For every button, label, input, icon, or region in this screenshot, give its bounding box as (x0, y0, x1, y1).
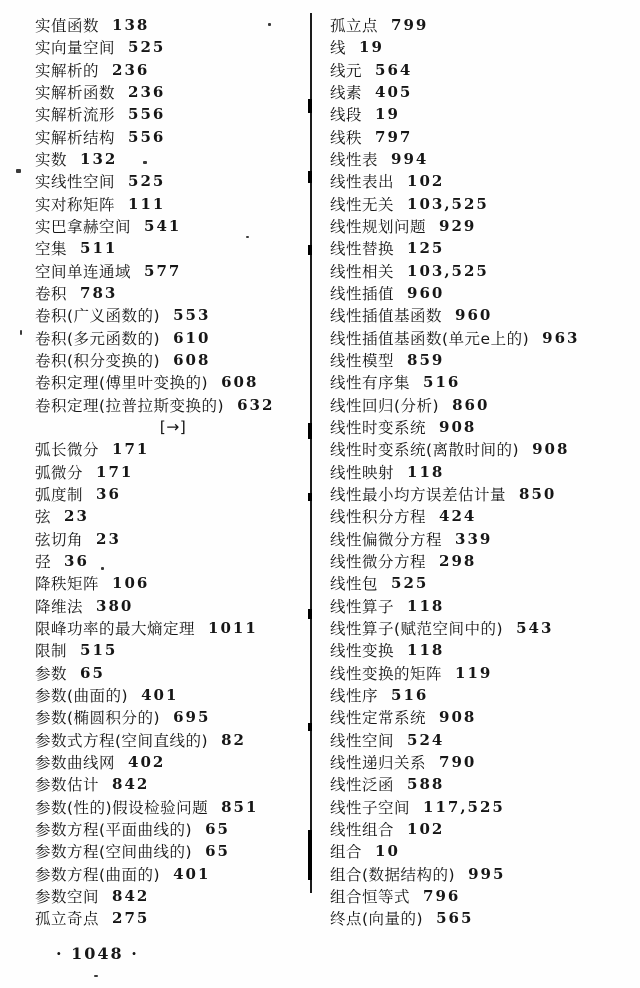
entry-page-number: 525 (391, 574, 429, 593)
entry-page-number: 119 (455, 663, 493, 682)
entry-term: [→] (159, 418, 187, 437)
entry-page-number: 610 (173, 328, 211, 347)
entry-term: 线性递归关系 (330, 753, 427, 772)
entry-term: 线性最小均方误差估计量 (330, 486, 507, 505)
entry-term: 线性表出 (330, 173, 395, 192)
index-entry (330, 505, 638, 527)
entry-page-number: 842 (112, 775, 150, 794)
entry-term: 卷积定理(拉普拉斯变换的) (35, 396, 225, 415)
entry-page-number: 65 (205, 842, 230, 861)
index-entry (330, 193, 638, 215)
index-entry (35, 483, 311, 505)
index-entry (35, 751, 311, 773)
entry-page-number: 516 (423, 373, 461, 392)
entry-page-number: 401 (141, 686, 179, 704)
entry-term: 实巴拿赫空间 (35, 218, 132, 237)
entry-term: 线性替换 (330, 240, 395, 259)
index-entry (330, 528, 638, 550)
scan-speck (16, 169, 21, 173)
entry-term: 线性子空间 (330, 798, 411, 817)
entry-page-number: 102 (407, 172, 445, 191)
entry-page-number: 125 (407, 239, 445, 258)
entry-page-number: 111 (128, 194, 166, 213)
index-entry (330, 394, 638, 416)
index-column-left (35, 14, 311, 929)
entry-page-number: 402 (128, 752, 166, 771)
entry-page-number: 908 (439, 708, 477, 727)
entry-page-number: 65 (80, 663, 105, 682)
entry-page-number: 82 (221, 730, 246, 749)
entry-term: 线性偏微分方程 (330, 530, 443, 549)
index-entry (330, 684, 638, 706)
entry-page-number: 588 (407, 775, 445, 794)
entry-page-number: 298 (439, 552, 477, 571)
index-entry (330, 416, 638, 438)
entry-term: 线性回归(分析) (330, 396, 440, 415)
entry-term: 实值函数 (35, 17, 100, 36)
index-entry (330, 170, 638, 192)
index-entry (35, 528, 311, 550)
index-entry (330, 304, 638, 326)
entry-page-number: 960 (455, 306, 493, 325)
entry-page-number: 929 (439, 217, 477, 236)
entry-term: 线性插值 (330, 285, 395, 304)
entry-page-number: 65 (205, 819, 230, 838)
entry-page-number: 36 (96, 485, 121, 504)
entry-term: 线性表 (330, 151, 379, 170)
index-entry (330, 327, 638, 349)
entry-page-number: 405 (375, 83, 413, 102)
index-entry (35, 862, 311, 884)
entry-term: 线性映射 (330, 463, 395, 482)
entry-page-number: 632 (237, 395, 275, 414)
entry-term: 弧长微分 (35, 441, 100, 460)
divider-ink-blob (308, 99, 312, 113)
index-entry (330, 461, 638, 483)
entry-page-number: 541 (144, 217, 182, 236)
entry-page-number: 577 (144, 261, 182, 280)
index-entry (35, 103, 311, 125)
divider-ink-blob (308, 423, 312, 439)
entry-term: 参数(曲面的) (35, 687, 129, 705)
entry-term: 卷积定理(傅里叶变换的) (35, 374, 209, 393)
entry-page-number: 138 (112, 16, 150, 35)
entry-term: 线段 (330, 106, 363, 125)
entry-term: 参数方程(曲面的) (35, 865, 161, 884)
entry-term: 参数 (35, 664, 68, 683)
entry-page-number: 995 (468, 864, 506, 883)
index-entry (35, 394, 311, 416)
index-entry (330, 148, 638, 170)
entry-page-number: 850 (519, 485, 557, 504)
entry-term: 线性泛函 (330, 776, 395, 795)
entry-term: 参数方程(平面曲线的) (35, 820, 193, 839)
entry-page-number: 994 (391, 150, 429, 169)
index-entry (35, 840, 311, 862)
entry-term: 弪 (35, 553, 52, 572)
entry-page-number: 117,525 (423, 797, 505, 816)
entry-term: 空集 (35, 240, 68, 259)
entry-term: 线性序 (330, 687, 379, 705)
index-entry (330, 483, 638, 505)
index-entry (35, 237, 311, 259)
entry-term: 实解析函数 (35, 84, 116, 103)
column-divider-rule (310, 13, 312, 893)
divider-ink-blob (308, 171, 312, 183)
entry-term: 实解析结构 (35, 128, 116, 147)
entry-page-number: 275 (112, 909, 150, 928)
index-entry (330, 885, 638, 907)
entry-page-number: 132 (80, 150, 118, 169)
entry-page-number: 103,525 (407, 194, 489, 213)
index-entry (330, 438, 638, 460)
index-entry (330, 572, 638, 594)
entry-page-number: 859 (407, 351, 445, 370)
scan-speck (246, 236, 249, 238)
index-entry (35, 349, 311, 371)
entry-term: 弧度制 (35, 486, 84, 505)
entry-term: 线性模型 (330, 352, 395, 371)
entry-term: 孤立点 (330, 17, 379, 36)
entry-term: 降秩矩阵 (35, 575, 100, 594)
entry-page-number: 556 (128, 105, 166, 124)
entry-page-number: 908 (439, 418, 477, 437)
entry-page-number: 23 (96, 529, 121, 548)
divider-ink-blob (308, 493, 312, 501)
index-entry (330, 818, 638, 840)
index-entry (35, 327, 311, 349)
entry-page-number: 608 (173, 351, 211, 370)
continuation-marker (35, 416, 311, 438)
entry-page-number: 380 (96, 596, 134, 615)
entry-page-number: 524 (407, 730, 445, 749)
index-entry (35, 773, 311, 795)
entry-page-number: 103,525 (407, 261, 489, 280)
index-entry (35, 193, 311, 215)
entry-term: 参数方程(空间曲线的) (35, 843, 193, 862)
entry-term: 线性相关 (330, 262, 395, 281)
index-entry (35, 148, 311, 170)
divider-ink-blob (308, 609, 312, 619)
entry-term: 线性变换的矩阵 (330, 664, 443, 683)
entry-term: 线性组合 (330, 820, 395, 839)
index-entry (35, 505, 311, 527)
entry-page-number: 118 (407, 596, 445, 615)
index-entry (35, 684, 311, 706)
scan-speck (143, 161, 147, 164)
entry-term: 终点(向量的) (330, 910, 424, 929)
index-entry (330, 14, 638, 36)
entry-term: 实向量空间 (35, 39, 116, 58)
index-column-right (330, 14, 638, 929)
index-entry (330, 773, 638, 795)
entry-term: 线性算子 (330, 597, 395, 616)
index-entry (330, 215, 638, 237)
index-entry (330, 751, 638, 773)
index-entry (330, 282, 638, 304)
index-entry (330, 349, 638, 371)
entry-term: 限峰功率的最大熵定理 (35, 620, 196, 639)
entry-term: 组合(数据结构的) (330, 865, 456, 884)
entry-page-number: 553 (173, 306, 211, 325)
index-entry (35, 595, 311, 617)
entry-term: 线素 (330, 84, 363, 103)
index-entry (330, 371, 638, 393)
entry-term: 线性定常系统 (330, 709, 427, 728)
entry-page-number: 23 (64, 507, 89, 526)
index-entry (35, 550, 311, 572)
entry-term: 组合恒等式 (330, 887, 411, 906)
entry-term: 线性有序集 (330, 374, 411, 393)
entry-term: 线性时变系统 (330, 419, 427, 438)
entry-term: 弦 (35, 508, 52, 527)
entry-page-number: 960 (407, 284, 445, 303)
entry-term: 实数 (35, 151, 68, 170)
entry-page-number: 236 (128, 83, 166, 102)
entry-page-number: 842 (112, 886, 150, 905)
entry-page-number: 908 (532, 440, 570, 459)
entry-page-number: 10 (375, 842, 400, 861)
entry-term: 参数(椭圆积分的) (35, 709, 161, 728)
entry-term: 线秩 (330, 128, 363, 147)
entry-page-number: 118 (407, 641, 445, 660)
entry-term: 线性包 (330, 575, 379, 594)
index-entry (330, 840, 638, 862)
index-entry (35, 818, 311, 840)
entry-term: 空间单连通域 (35, 262, 132, 281)
entry-term: 参数(性的)假设检验问题 (35, 798, 209, 817)
entry-page-number: 19 (375, 105, 400, 124)
entry-page-number: 515 (80, 641, 118, 660)
entry-page-number: 525 (128, 38, 166, 57)
entry-page-number: 118 (407, 462, 445, 481)
index-entry (330, 36, 638, 58)
entry-page-number: 851 (221, 797, 259, 816)
index-entry (35, 304, 311, 326)
scan-speck (268, 23, 271, 26)
entry-page-number: 783 (80, 284, 118, 303)
index-entry (35, 371, 311, 393)
index-entry (35, 639, 311, 661)
index-entry (35, 282, 311, 304)
index-entry (35, 885, 311, 907)
entry-page-number: 608 (221, 373, 259, 392)
entry-term: 弦切角 (35, 530, 84, 549)
entry-page-number: 564 (375, 60, 413, 79)
entry-term: 弧微分 (35, 463, 84, 482)
entry-term: 线性微分方程 (330, 553, 427, 572)
index-entry (35, 260, 311, 282)
index-entry (35, 59, 311, 81)
entry-page-number: 236 (112, 60, 150, 79)
entry-page-number: 106 (112, 574, 150, 593)
divider-ink-blob (308, 830, 312, 880)
scan-speck (94, 975, 98, 977)
divider-ink-blob (308, 245, 312, 255)
entry-term: 参数曲线网 (35, 753, 116, 772)
entry-term: 限制 (35, 642, 68, 661)
entry-page-number: 171 (112, 440, 150, 459)
scan-speck (20, 330, 22, 335)
index-entry (330, 81, 638, 103)
entry-term: 组合 (330, 843, 363, 862)
entry-term: 卷积 (35, 285, 68, 304)
entry-page-number: 401 (173, 864, 211, 883)
index-entry (330, 595, 638, 617)
entry-page-number: 511 (80, 239, 118, 258)
index-entry (330, 795, 638, 817)
entry-term: 线性空间 (330, 731, 395, 750)
index-entry (330, 662, 638, 684)
entry-term: 线性积分方程 (330, 508, 427, 527)
entry-term: 卷积(多元函数的) (35, 329, 161, 348)
entry-page-number: 525 (128, 172, 166, 191)
page-number: · 1048 · (56, 944, 139, 963)
entry-page-number: 36 (64, 552, 89, 571)
entry-term: 实解析的 (35, 61, 100, 80)
entry-term: 线性插值基函数 (330, 307, 443, 326)
entry-page-number: 799 (391, 16, 429, 35)
entry-term: 线性无关 (330, 195, 395, 214)
index-entry (35, 907, 311, 929)
entry-term: 实解析流形 (35, 106, 116, 125)
index-entry (330, 706, 638, 728)
index-entry (35, 706, 311, 728)
entry-page-number: 516 (391, 686, 429, 704)
scan-speck (101, 567, 104, 570)
entry-term: 实线性空间 (35, 173, 116, 192)
index-entry (35, 729, 311, 751)
index-entry (330, 550, 638, 572)
index-entry (330, 103, 638, 125)
index-entry (35, 572, 311, 594)
entry-page-number: 171 (96, 462, 134, 481)
index-entry (35, 662, 311, 684)
index-entry (35, 170, 311, 192)
entry-term: 参数估计 (35, 776, 100, 795)
index-entry (35, 81, 311, 103)
entry-page-number: 339 (455, 529, 493, 548)
entry-page-number: 790 (439, 752, 477, 771)
entry-term: 参数空间 (35, 887, 100, 906)
entry-page-number: 556 (128, 127, 166, 146)
entry-term: 降维法 (35, 597, 84, 616)
entry-term: 线性插值基函数(单元e上的) (330, 329, 530, 348)
index-entry (35, 438, 311, 460)
index-entry (35, 36, 311, 58)
index-entry (330, 617, 638, 639)
entry-term: 卷积(积分变换的) (35, 352, 161, 371)
index-entry (330, 862, 638, 884)
index-entry (330, 237, 638, 259)
index-entry (35, 215, 311, 237)
index-entry (330, 729, 638, 751)
entry-page-number: 860 (452, 395, 490, 414)
entry-term: 线性变换 (330, 642, 395, 661)
entry-page-number: 424 (439, 507, 477, 526)
index-entry (330, 907, 638, 929)
entry-term: 线性时变系统(离散时间的) (330, 441, 520, 460)
entry-page-number: 102 (407, 819, 445, 838)
entry-page-number: 19 (359, 38, 384, 57)
entry-page-number: 695 (173, 708, 211, 727)
entry-term: 线性算子(赋范空间中的) (330, 620, 504, 639)
entry-page-number: 1011 (208, 619, 258, 638)
divider-ink-blob (308, 723, 312, 731)
index-entry (35, 126, 311, 148)
index-entry (35, 461, 311, 483)
entry-page-number: 543 (516, 619, 554, 638)
entry-page-number: 565 (436, 909, 474, 928)
index-entry (330, 126, 638, 148)
index-entry (35, 617, 311, 639)
entry-term: 孤立奇点 (35, 910, 100, 929)
entry-page-number: 796 (423, 886, 461, 905)
entry-term: 参数式方程(空间直线的) (35, 731, 209, 750)
index-entry (35, 795, 311, 817)
index-entry (330, 639, 638, 661)
entry-term: 实对称矩阵 (35, 195, 116, 214)
entry-term: 卷积(广义函数的) (35, 307, 161, 326)
entry-term: 线 (330, 39, 347, 58)
entry-term: 线性规划问题 (330, 218, 427, 237)
entry-term: 线元 (330, 61, 363, 80)
index-entry (330, 260, 638, 282)
index-entry (330, 59, 638, 81)
entry-page-number: 963 (542, 328, 580, 347)
entry-page-number: 797 (375, 127, 413, 146)
